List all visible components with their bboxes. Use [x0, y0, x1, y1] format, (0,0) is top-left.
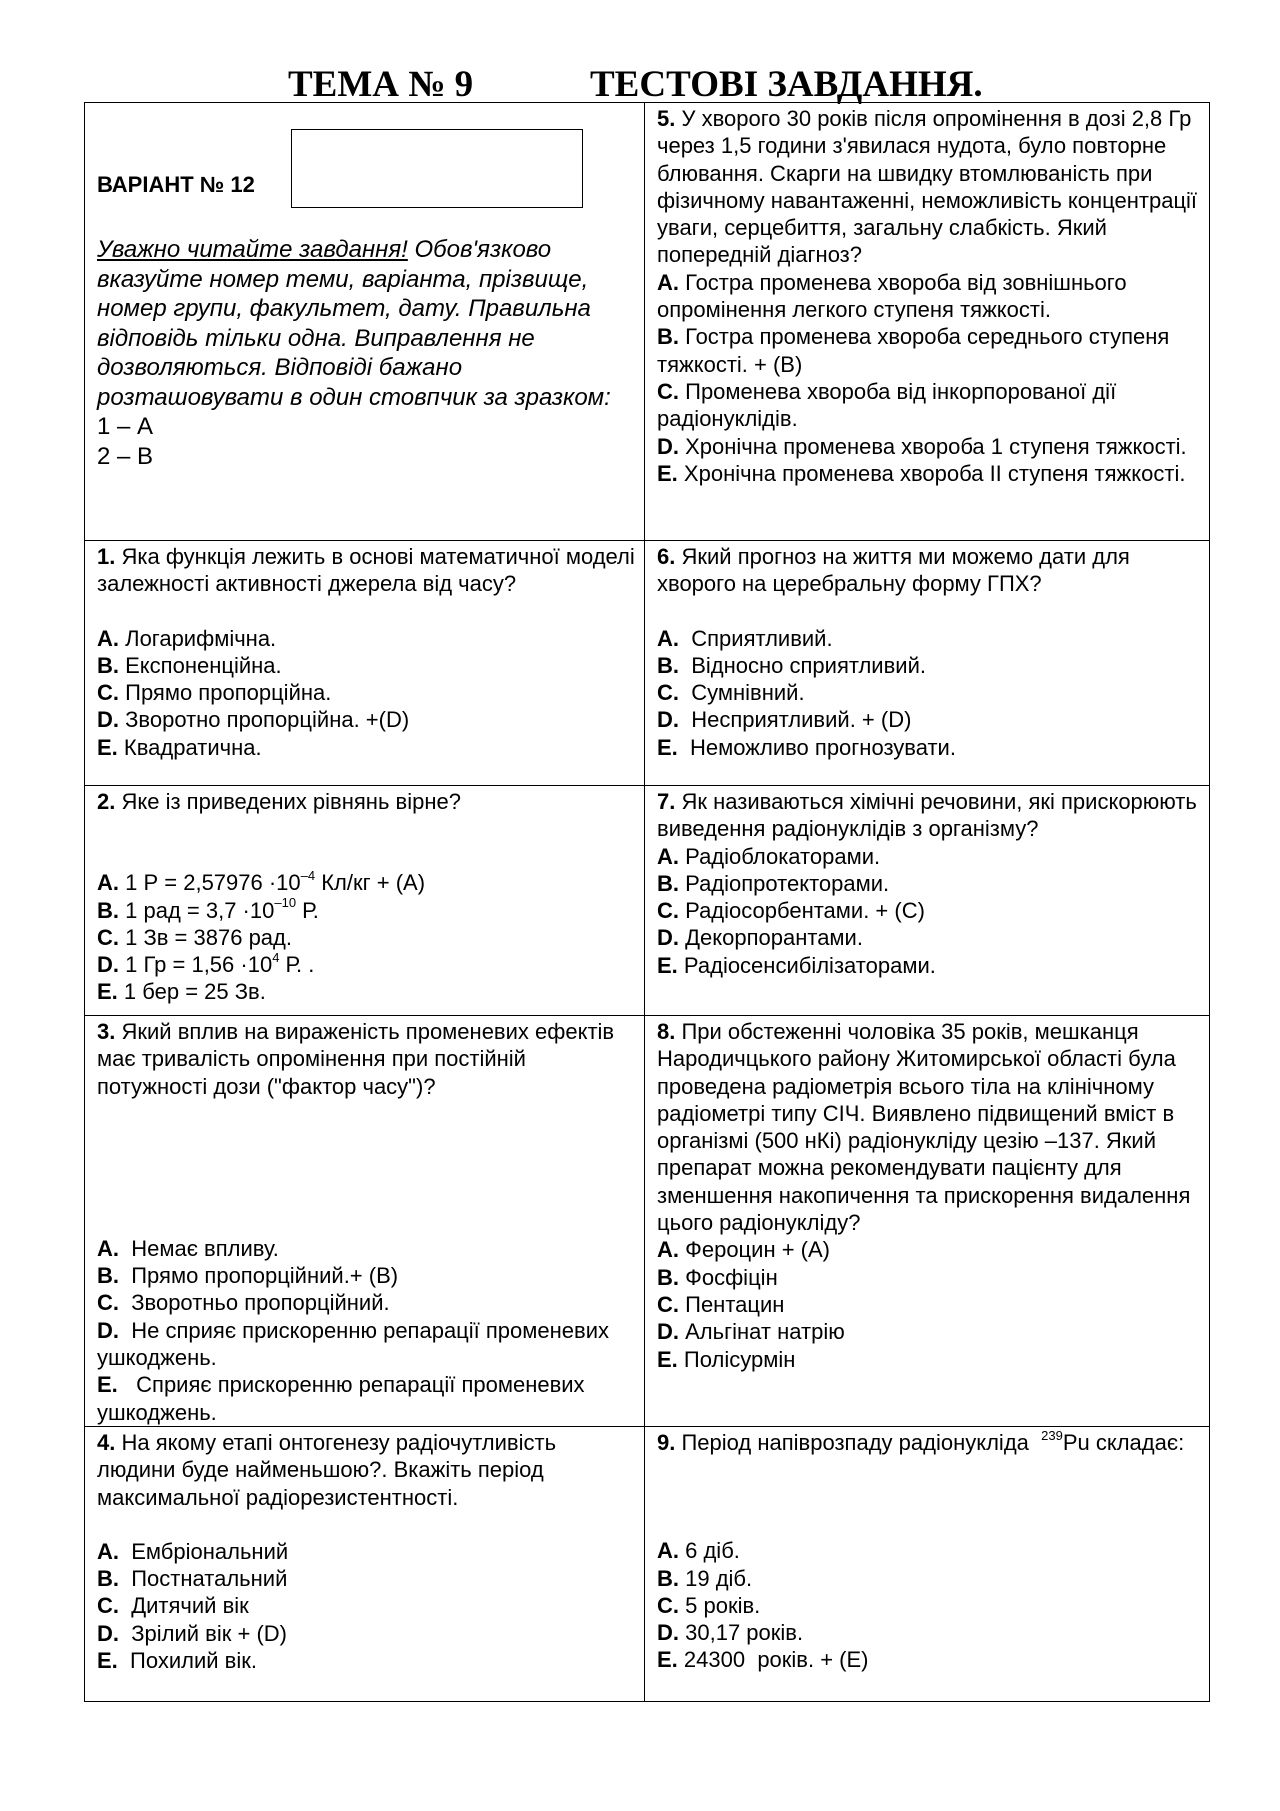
option-text: Радіосенсибілізаторами. — [683, 952, 936, 978]
question-number: 8. — [657, 1019, 676, 1044]
option-text: Прямо пропорційна. — [125, 680, 332, 706]
question-8 — [645, 1016, 1210, 1427]
table-row — [85, 786, 1210, 1016]
question-1 — [85, 541, 645, 786]
option-text: 6 діб. — [685, 1538, 740, 1564]
option-letter: D. — [97, 952, 119, 978]
option-text: Фероцин + (А) — [685, 1237, 830, 1263]
questions-table — [84, 102, 1210, 1702]
option-letter: E. — [97, 734, 118, 760]
option-letter: C. — [97, 1593, 119, 1619]
option-text: Пентацин — [685, 1291, 785, 1317]
instructions — [97, 235, 635, 412]
option-letter: C. — [657, 680, 679, 706]
option-letter: C. — [657, 1592, 679, 1618]
option-letter: D. — [97, 707, 119, 733]
question-number: 1. — [97, 544, 116, 569]
option-e — [657, 1646, 1200, 1673]
option-e — [657, 460, 1200, 487]
option-b — [657, 1565, 1200, 1592]
option-c — [97, 1289, 635, 1316]
question-number: 9. — [657, 1429, 676, 1455]
question-text: Який вплив на вираженість променевих ефектів має тривалість опромінення при постійній потужності дози ("фактор часу")? — [97, 1019, 615, 1099]
option-a — [97, 1538, 635, 1565]
option-a — [657, 269, 1200, 324]
option-text: 30,17 років. — [685, 1620, 804, 1646]
question-text: У хворого 30 років після опромінення в дозі 2,8 Гр через 1,5 години з'явилася нудота, було повторне блювання. Скарги на швидку втомлюваність при фізичному навантаженні, неможливість концентрації уваги, серцебиття, загальну слабкість. Який попередній діагноз? — [657, 106, 1198, 268]
question-text-end: Pu складає: — [1062, 1429, 1185, 1455]
option-b — [97, 897, 635, 924]
option-c — [657, 897, 1200, 924]
option-e — [97, 734, 635, 761]
option-letter: C. — [657, 378, 679, 404]
option-a — [97, 1235, 635, 1262]
option-d — [97, 706, 635, 733]
option-letter: C. — [657, 1291, 679, 1317]
option-letter: B. — [657, 1264, 679, 1290]
option-text: Радіопротекторами. — [685, 870, 890, 896]
option-text: Відносно сприятливий. — [685, 652, 926, 678]
option-letter: A. — [657, 1237, 679, 1263]
option-letter: E. — [657, 1346, 678, 1372]
option-c — [657, 1291, 1200, 1318]
option-d — [97, 1317, 635, 1372]
option-d — [657, 1619, 1200, 1646]
option-text: Радіоблокаторами. — [685, 843, 881, 869]
option-letter: A. — [657, 269, 679, 295]
question-text: Як називаються хімічні речовини, які прискорюють виведення радіонуклідів з організму? — [657, 789, 1197, 842]
option-text: Похилий вік. — [123, 1648, 257, 1674]
option-letter: D. — [657, 1319, 679, 1345]
table-row — [85, 1426, 1210, 1701]
option-text: 1 Зв = 3876 рад. — [125, 924, 292, 950]
option-letter: D. — [657, 433, 679, 459]
option-text: 5 років. — [685, 1592, 761, 1618]
option-d — [97, 951, 635, 978]
option-a — [97, 869, 635, 896]
option-text: Немає впливу. — [125, 1235, 279, 1261]
option-d — [657, 924, 1200, 951]
option-text: Радіосорбентами. + (С) — [685, 898, 925, 924]
option-d — [657, 433, 1200, 460]
option-text: Полісурмін — [683, 1346, 796, 1372]
sample-line: 1 – А — [97, 413, 154, 440]
option-letter: B. — [97, 1566, 119, 1592]
option-text: 1 бер = 25 Зв. — [123, 979, 266, 1005]
option-d — [657, 706, 1200, 733]
option-text: 19 діб. — [685, 1565, 753, 1591]
variant-label: ВАРІАНТ № 12 — [97, 172, 255, 197]
option-text: Зворотньо пропорційний. — [125, 1290, 390, 1316]
option-text: Гостра променева хвороба середнього ступеня тяжкості. + (В) — [657, 324, 1170, 377]
option-c — [97, 924, 635, 951]
option-b — [97, 1565, 635, 1592]
option-letter: B. — [97, 652, 119, 678]
option-text: 1 рад = 3,7 ·10 — [125, 897, 275, 923]
option-letter: C. — [97, 680, 119, 706]
question-text: На якому етапі онтогенезу радіочутливість людини буде найменьшою?. Вкажіть період максимальної радіорезистентності. — [97, 1429, 557, 1510]
option-text: Сумнівний. — [685, 680, 805, 706]
option-text: Зрілий вік + (D) — [125, 1620, 287, 1646]
option-text: Постнатальний — [125, 1566, 288, 1592]
question-7 — [645, 786, 1210, 1016]
page-title — [0, 57, 1280, 107]
option-a — [97, 625, 635, 652]
option-letter: E. — [657, 952, 678, 978]
isotope-mass-number: 239 — [1041, 1427, 1063, 1443]
option-exponent: –10 — [274, 895, 297, 911]
option-letter: E. — [97, 1372, 118, 1398]
option-letter: D. — [657, 707, 679, 733]
question-text: При обстеженні чоловіка 35 років, мешканця Народичцького району Житомирської області була проведена радіометрія всього тіла на клінічному радіометрі типу СІЧ. Виявлено підвищений вміст в організмі (500 нКі) радіонукліду цезію –137. Який препарат можна рекомендувати пацієнту для зменшення накопичення та прискорення видалення цього радіонукліду? — [657, 1019, 1191, 1236]
instructions-text: Обов'язково вказуйте номер теми, варіанта, прізвище, номер групи, факультет, дату. Правильна відповідь тільки одна. Виправлення не дозволяються. Відповіді бажано розташовувати в один стовпчик за зразком: — [97, 236, 611, 411]
option-a — [657, 625, 1200, 652]
option-text: Гостра променева хвороба від зовнішнього опромінення легкого ступеня тяжкості. — [657, 269, 1127, 323]
option-letter: A. — [657, 625, 679, 651]
question-number: 7. — [657, 789, 676, 814]
option-text: Р. . — [279, 952, 315, 978]
option-letter: A. — [97, 870, 119, 896]
option-text: Сприяє прискоренню репарації променевих ушкоджень. — [97, 1372, 591, 1425]
option-a — [657, 843, 1200, 870]
question-9 — [645, 1426, 1210, 1701]
question-number: 3. — [97, 1019, 116, 1044]
option-b — [657, 652, 1200, 679]
option-b — [657, 1264, 1200, 1291]
test-title: ТЕСТОВІ ЗАВДАННЯ. — [590, 64, 983, 105]
option-text: 1 Р = 2,57976 ·10 — [125, 870, 301, 896]
option-letter: D. — [657, 1620, 679, 1646]
question-number: 6. — [657, 544, 676, 569]
option-d — [97, 1620, 635, 1647]
option-d — [657, 1318, 1200, 1345]
option-letter: B. — [657, 324, 679, 350]
option-letter: C. — [97, 924, 119, 950]
option-text: Несприятливий. + (D) — [685, 707, 912, 733]
sample-line: 2 – В — [97, 442, 154, 470]
option-a — [657, 1236, 1200, 1263]
option-e — [97, 1647, 635, 1674]
question-number: 5. — [657, 106, 676, 131]
option-text: Неможливо прогнозувати. — [683, 734, 956, 760]
option-exponent: –4 — [300, 867, 316, 883]
table-row — [85, 103, 1210, 541]
option-letter: B. — [657, 870, 679, 896]
option-letter: E. — [657, 460, 678, 486]
option-letter: E. — [97, 1648, 118, 1674]
option-text: Декорпорантами. — [685, 925, 863, 951]
table-row — [85, 1016, 1210, 1427]
option-e — [657, 952, 1200, 979]
option-text: 1 Гр = 1,56 ·10 — [125, 952, 273, 978]
option-e — [97, 978, 635, 1005]
option-text: Хронічна променева хвороба 1 ступеня тяжкості. — [685, 433, 1187, 459]
option-c — [657, 1592, 1200, 1619]
option-text: Р. — [296, 897, 319, 923]
option-e — [97, 1371, 635, 1426]
option-text: Ембріональний — [125, 1538, 289, 1564]
option-letter: A. — [97, 625, 119, 651]
option-b — [657, 870, 1200, 897]
topic-title: ТЕМА № 9 — [288, 64, 474, 105]
option-letter: D. — [97, 1620, 119, 1646]
option-text: Експоненційна. — [125, 652, 282, 678]
table-row — [85, 541, 1210, 786]
option-text: Сприятливий. — [685, 625, 833, 651]
option-text: Квадратична. — [123, 734, 262, 760]
option-b — [97, 652, 635, 679]
option-letter: B. — [97, 1263, 119, 1289]
option-b — [657, 323, 1200, 378]
option-letter: B. — [657, 1565, 679, 1591]
question-number: 4. — [97, 1429, 116, 1455]
question-4 — [85, 1426, 645, 1701]
question-6 — [645, 541, 1210, 786]
option-text: Хронічна променева хвороба ІІ ступеня тяжкості. — [683, 460, 1186, 486]
option-letter: A. — [657, 843, 679, 869]
option-c — [657, 679, 1200, 706]
option-c — [657, 378, 1200, 433]
option-a — [657, 1537, 1200, 1564]
student-name-box[interactable] — [291, 129, 583, 208]
question-text: Період напіврозпаду радіонукліда — [681, 1429, 1042, 1455]
option-c — [97, 1592, 635, 1619]
question-text: Яка функція лежить в основі математичної моделі залежності активності джерела від часу? — [97, 544, 635, 597]
header-cell — [85, 103, 645, 541]
option-e — [657, 734, 1200, 761]
option-letter: C. — [657, 898, 679, 924]
option-letter: E. — [657, 734, 678, 760]
option-letter: A. — [97, 1538, 119, 1564]
option-text: Не сприяє прискоренню репарації променевих ушкоджень. — [97, 1317, 616, 1371]
option-text: Логарифмічна. — [125, 625, 277, 651]
option-letter: A. — [97, 1235, 119, 1261]
option-letter: C. — [97, 1290, 119, 1316]
option-text: Дитячий вік — [125, 1593, 249, 1619]
option-b — [97, 1262, 635, 1289]
option-letter: E. — [97, 979, 118, 1005]
question-number: 2. — [97, 789, 116, 814]
option-letter: B. — [657, 652, 679, 678]
question-5 — [645, 103, 1210, 541]
question-3 — [85, 1016, 645, 1427]
option-c — [97, 679, 635, 706]
option-letter: B. — [97, 897, 119, 923]
option-letter: D. — [97, 1317, 119, 1343]
option-text: Кл/кг + (А) — [315, 870, 426, 896]
option-text: Фосфіцін — [685, 1264, 778, 1290]
question-text: Який прогноз на життя ми можемо дати для хворого на церебральну форму ГПХ? — [657, 544, 1130, 597]
option-text: Прямо пропорційний.+ (В) — [125, 1263, 399, 1289]
instructions-warning: Уважно читайте завдання! — [97, 236, 408, 263]
option-letter: A. — [657, 1538, 679, 1564]
question-2 — [85, 786, 645, 1016]
option-text: Зворотно пропорційна. +(D) — [125, 707, 410, 733]
option-letter: E. — [657, 1647, 678, 1673]
answer-sample — [97, 412, 635, 471]
option-text: Альгінат натрію — [685, 1319, 845, 1345]
question-text: Яке із приведених рівнянь вірне? — [121, 789, 461, 814]
option-e — [657, 1346, 1200, 1373]
option-text: Променева хвороба від інкорпорованої дії радіонуклідів. — [657, 378, 1117, 432]
option-exponent: 4 — [272, 949, 280, 965]
option-letter: D. — [657, 925, 679, 951]
option-text: 24300 років. + (Е) — [683, 1647, 869, 1673]
